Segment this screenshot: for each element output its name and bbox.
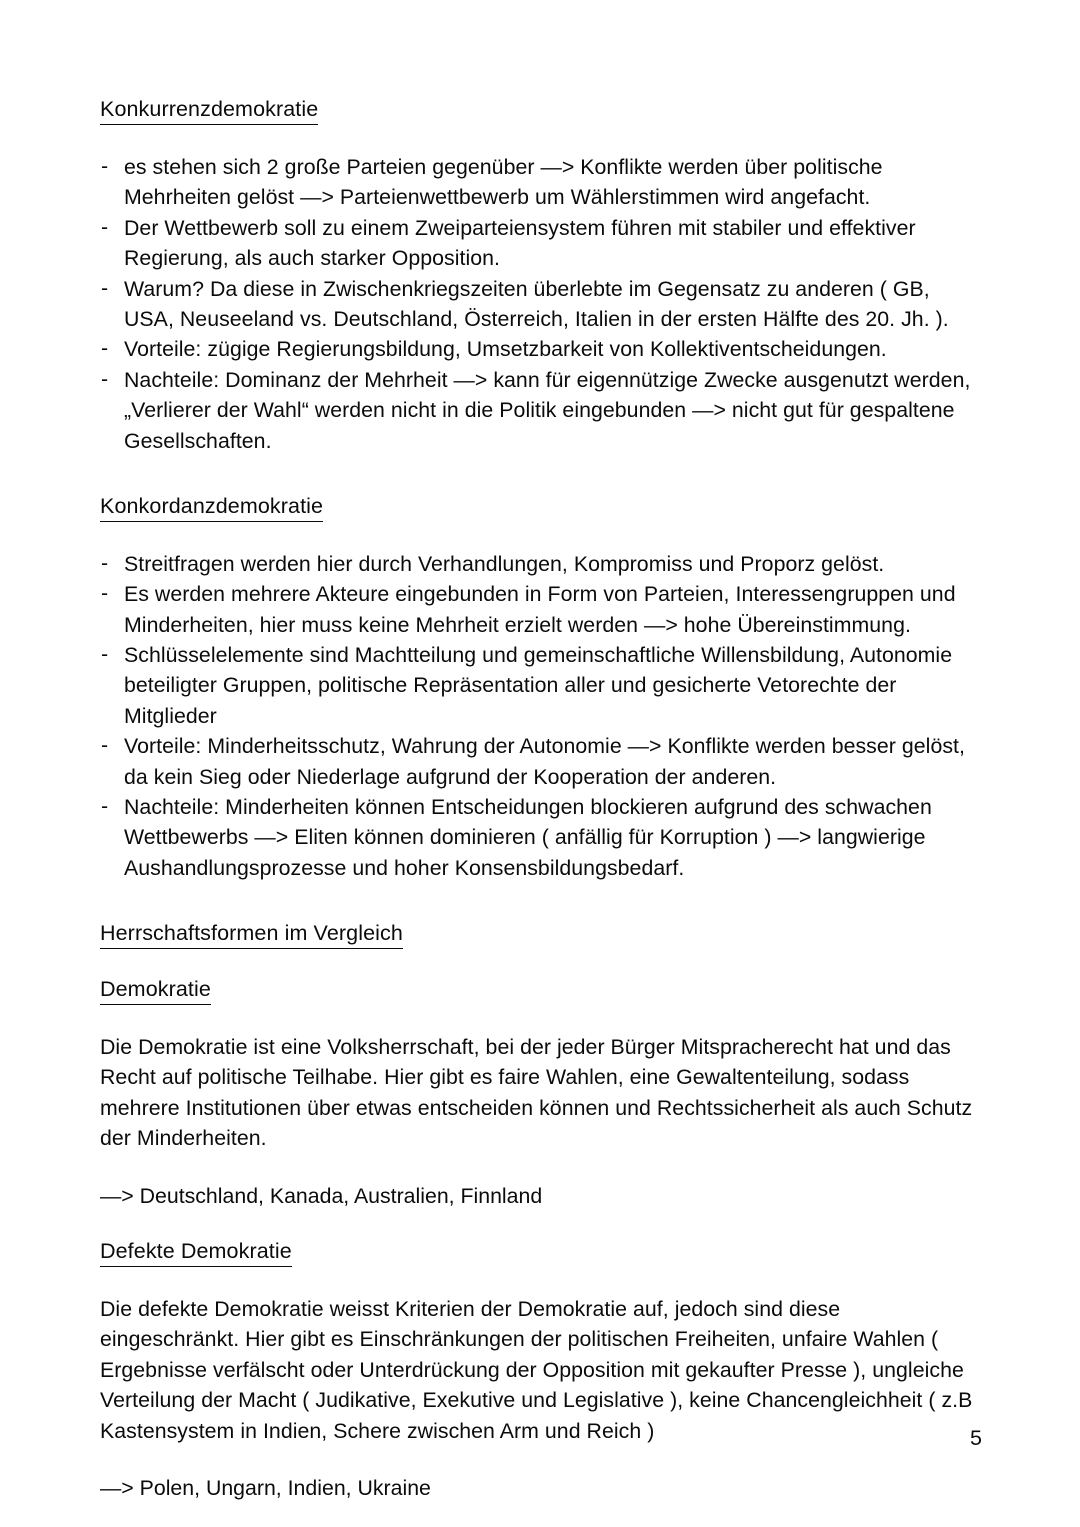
- bullet-marker-icon: -: [101, 153, 109, 178]
- bullet-marker-icon: -: [101, 733, 109, 758]
- list-item-text: es stehen sich 2 große Parteien gegenüber —> Konflikte werden über politische Mehrheiten gelöst —> Parteienwettbewerb um Wählerstimmen wird angefacht.: [124, 154, 883, 210]
- list-item: [100, 213, 980, 274]
- list-item-text: Vorteile: Minderheitsschutz, Wahrung der Autonomie —> Konflikte werden besser gelöst, da kein Sieg oder Niederlage aufgrund der Kooperation der anderen.: [124, 734, 965, 789]
- section-heading-konkurrenzdemokratie: [100, 96, 980, 125]
- bullet-list-konkurrenzdemokratie: [100, 152, 980, 456]
- page-number: 5: [970, 1425, 982, 1450]
- list-item: [100, 152, 980, 213]
- page-content: [100, 96, 980, 1503]
- section-heading-defekte-demokratie: [100, 1238, 980, 1267]
- bullet-list-konkordanzdemokratie: [100, 549, 980, 883]
- spacer: [100, 883, 980, 920]
- paragraph-demokratie: Die Demokratie ist eine Volksherrschaft, bei der jeder Bürger Mitspracherecht hat und das Recht auf politische Teilhabe. Hier gibt es faire Wahlen, eine Gewaltenteilung, sodass mehrere Institutionen über etwas entscheiden können und Rechtssicherheit als auch Schutz der Minderheiten.: [100, 1035, 973, 1151]
- section-heading-demokratie: [100, 976, 980, 1005]
- heading-text: Defekte Demokratie: [100, 1238, 292, 1267]
- bullet-marker-icon: -: [101, 336, 109, 361]
- list-item: [100, 579, 980, 640]
- list-item: [100, 274, 980, 335]
- bullet-marker-icon: -: [101, 366, 109, 391]
- bullet-marker-icon: -: [101, 214, 109, 239]
- spacer: [100, 522, 980, 549]
- examples-demokratie: —> Deutschland, Kanada, Australien, Finnland: [100, 1183, 543, 1208]
- spacer: [100, 1211, 980, 1238]
- spacer: [100, 1267, 980, 1294]
- bullet-marker-icon: -: [101, 581, 109, 606]
- list-item: [100, 334, 980, 364]
- list-item: [100, 365, 980, 456]
- list-item-text: Streitfragen werden hier durch Verhandlungen, Kompromiss und Proporz gelöst.: [124, 551, 885, 576]
- spacer: [100, 1446, 980, 1473]
- examples-defekte-demokratie: —> Polen, Ungarn, Indien, Ukraine: [100, 1475, 431, 1500]
- heading-text: Herrschaftsformen im Vergleich: [100, 920, 403, 949]
- heading-text: Konkurrenzdemokratie: [100, 96, 318, 125]
- spacer: [100, 456, 980, 493]
- list-item-text: Schlüsselelemente sind Machtteilung und gemeinschaftliche Willensbildung, Autonomie beteiligter Gruppen, politische Repräsentation aller und gesicherte Vetorechte der Mitglieder: [124, 643, 953, 728]
- list-item-text: Es werden mehrere Akteure eingebunden in Form von Parteien, Interessengruppen und Minderheiten, hier muss keine Mehrheit erzielt werden —> hohe Übereinstimmung.: [124, 582, 956, 637]
- heading-text: Konkordanzdemokratie: [100, 493, 323, 522]
- list-item-text: Nachteile: Dominanz der Mehrheit —> kann für eigennützige Zwecke ausgenutzt werden, „Verlierer der Wahl“ werden nicht in die Politik eingebunden —> nicht gut für gespaltene Gesellschaften.: [124, 367, 971, 453]
- list-item: [100, 549, 980, 579]
- section-heading-konkordanzdemokratie: [100, 493, 980, 522]
- list-item-text: Vorteile: zügige Regierungsbildung, Umsetzbarkeit von Kollektiventscheidungen.: [124, 337, 887, 362]
- list-item: [100, 792, 980, 883]
- section-heading-herrschaftsformen: [100, 920, 980, 949]
- list-item: [100, 731, 980, 792]
- bullet-marker-icon: -: [101, 794, 109, 819]
- heading-text: Demokratie: [100, 976, 211, 1005]
- list-item-text: Warum? Da diese in Zwischenkriegszeiten überlebte im Gegensatz zu anderen ( GB, USA, Neuseeland vs. Deutschland, Österreich, Italien in der ersten Hälfte des 20. Jh. ).: [124, 276, 949, 331]
- spacer: [100, 949, 980, 976]
- bullet-marker-icon: -: [101, 550, 109, 575]
- spacer: [100, 1154, 980, 1181]
- spacer: [100, 125, 980, 152]
- bullet-marker-icon: -: [101, 275, 109, 300]
- paragraph-defekte-demokratie: Die defekte Demokratie weisst Kriterien der Demokratie auf, jedoch sind diese eingeschränkt. Hier gibt es Einschränkungen der politischen Freiheiten, unfaire Wahlen ( Ergebnisse verfälscht oder Unterdrückung der Opposition mit gekaufter Presse ), ungleiche Verteilung der Macht ( Judikative, Exekutive und Legislative ), keine Chancengleichheit ( z.B Kastensystem in Indien, Schere zwischen Arm und Reich ): [100, 1296, 973, 1443]
- list-item-text: Der Wettbewerb soll zu einem Zweiparteiensystem führen mit stabiler und effektiver Regierung, als auch starker Opposition.: [124, 215, 916, 271]
- spacer: [100, 1005, 980, 1032]
- bullet-marker-icon: -: [101, 642, 109, 667]
- list-item-text: Nachteile: Minderheiten können Entscheidungen blockieren aufgrund des schwachen Wettbewerbs —> Eliten können dominieren ( anfällig für Korruption ) —> langwierige Aushandlungsprozesse und hoher Konsensbildungsbedarf.: [124, 795, 932, 880]
- list-item: [100, 640, 980, 731]
